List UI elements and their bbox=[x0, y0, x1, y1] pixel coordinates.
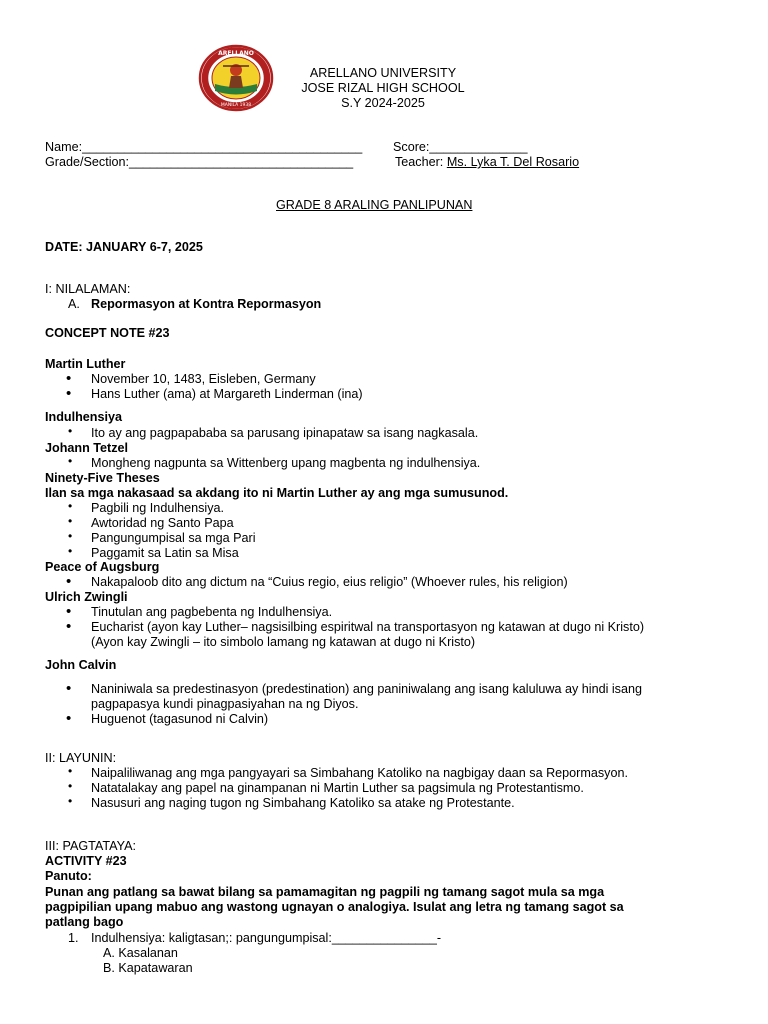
name-label: Name: bbox=[45, 140, 83, 154]
choice-b: B. Kapatawaran bbox=[103, 961, 193, 975]
list-item: Awtoridad ng Santo Papa bbox=[91, 516, 234, 530]
question-text: Indulhensiya: kaligtasan;: pangungumpisal:_______________- bbox=[91, 931, 442, 945]
ninety-five-theses-heading: Ninety-Five Theses bbox=[45, 471, 160, 485]
bullet bbox=[68, 779, 72, 793]
list-item: Ito ay ang pagpapababa sa parusang ipinapataw sa isang nagkasala. bbox=[91, 426, 479, 440]
score-blank: ______________ bbox=[429, 140, 528, 154]
bullet bbox=[66, 573, 71, 590]
list-item-continuation: (Ayon kay Zwingli – ito simbolo lamang ng katawan at dugo ni Kristo) bbox=[91, 635, 476, 649]
peace-of-augsburg-heading: Peace of Augsburg bbox=[45, 560, 160, 574]
bullet bbox=[66, 680, 71, 697]
martin-luther-heading: Martin Luther bbox=[45, 357, 126, 371]
list-item: Tinutulan ang pagbebenta ng Indulhensiya. bbox=[91, 605, 333, 619]
list-item: Pagbili ng Indulhensiya. bbox=[91, 501, 225, 515]
bullet bbox=[68, 424, 72, 438]
list-item: Nasusuri ang naging tugon ng Simbahang Katoliko sa atake ng Protestante. bbox=[91, 796, 515, 810]
ninety-five-theses-subheading: Ilan sa mga nakasaad sa akdang ito ni Martin Luther ay ang mga sumusunod. bbox=[45, 486, 509, 500]
instructions-line: Punan ang patlang sa bawat bilang sa pamamagitan ng pagpili ng tamang sagot mula sa mga bbox=[45, 885, 605, 899]
ulrich-zwingli-heading: Ulrich Zwingli bbox=[45, 590, 128, 604]
john-calvin-heading: John Calvin bbox=[45, 658, 117, 672]
svg-text:MANILA 1938: MANILA 1938 bbox=[220, 103, 252, 108]
instructions-line: pagpipilian upang mabuo ang wastong ugnayan o analogiya. Isulat ang letra ng tamang sagot sa bbox=[45, 900, 624, 914]
university-seal-logo bbox=[198, 44, 274, 112]
school-year: S.Y 2024-2025 bbox=[341, 96, 425, 110]
bullet bbox=[68, 544, 72, 558]
choice-a: A. Kasalanan bbox=[103, 946, 178, 960]
list-item-continuation: pagpapasya kundi pinagpasiyahan na ng Diyos. bbox=[91, 697, 359, 711]
concept-note-heading: CONCEPT NOTE #23 bbox=[45, 326, 170, 340]
name-field bbox=[45, 140, 362, 155]
svg-text:ARELLANO: ARELLANO bbox=[218, 50, 254, 57]
bullet bbox=[66, 710, 71, 727]
bullet bbox=[68, 764, 72, 778]
section-3-heading: III: PAGTATAYA: bbox=[45, 839, 136, 853]
bullet bbox=[66, 618, 71, 635]
grade-section-field bbox=[45, 155, 353, 170]
grade-section-blank: ________________________________ bbox=[129, 155, 354, 169]
list-item: Eucharist (ayon kay Luther– nagsisilbing espiritwal na transportasyon ng katawan at dugo ni Kristo) bbox=[91, 620, 645, 634]
list-item: Mongheng nagpunta sa Wittenberg upang magbenta ng indulhensiya. bbox=[91, 456, 481, 470]
section-2-heading: II: LAYUNIN: bbox=[45, 751, 117, 765]
score-label: Score: bbox=[393, 140, 430, 154]
teacher-field bbox=[395, 155, 579, 170]
score-field bbox=[393, 140, 527, 155]
list-item: Naipaliliwanag ang mga pangyayari sa Simbahang Katoliko na nagbigay daan sa Repormasyon. bbox=[91, 766, 628, 780]
teacher-name: Ms. Lyka T. Del Rosario bbox=[446, 155, 580, 169]
bullet bbox=[68, 514, 72, 528]
bullet bbox=[68, 499, 72, 513]
list-item: Naniniwala sa predestinasyon (predestination) ang paniniwalang ang isang kaluluwa ay hindi isang bbox=[91, 682, 642, 696]
list-item: Hans Luther (ama) at Margareth Linderman (ina) bbox=[91, 387, 363, 401]
section-1-item: Repormasyon at Kontra Repormasyon bbox=[91, 297, 322, 311]
subject-title: GRADE 8 ARALING PANLIPUNAN bbox=[276, 198, 473, 212]
bullet bbox=[68, 794, 72, 808]
panuto-heading: Panuto: bbox=[45, 869, 92, 883]
list-item: Pangungumpisal sa mga Pari bbox=[91, 531, 256, 545]
list-item: November 10, 1483, Eisleben, Germany bbox=[91, 372, 316, 386]
activity-heading: ACTIVITY #23 bbox=[45, 854, 127, 868]
instructions-line: patlang bago bbox=[45, 915, 124, 929]
university-name: ARELLANO UNIVERSITY bbox=[309, 66, 457, 80]
question-number: 1. bbox=[68, 931, 79, 945]
list-item: Nakapaloob dito ang dictum na “Cuius regio, eius religio” (Whoever rules, his religion) bbox=[91, 575, 568, 589]
list-item: Huguenot (tagasunod ni Calvin) bbox=[91, 712, 269, 726]
date-line: DATE: JANUARY 6-7, 2025 bbox=[45, 240, 203, 254]
name-blank: ________________________________________ bbox=[82, 140, 363, 154]
teacher-label: Teacher: bbox=[395, 155, 444, 169]
johann-tetzel-heading: Johann Tetzel bbox=[45, 441, 129, 455]
school-name: JOSE RIZAL HIGH SCHOOL bbox=[301, 81, 465, 95]
list-item: Paggamit sa Latin sa Misa bbox=[91, 546, 239, 560]
bullet bbox=[66, 385, 71, 402]
section-1-marker: A. bbox=[68, 297, 80, 311]
list-item: Natatalakay ang papel na ginampanan ni Martin Luther sa pagsimula ng Protestantismo. bbox=[91, 781, 584, 795]
section-1-heading: I: NILALAMAN: bbox=[45, 282, 131, 296]
bullet bbox=[68, 529, 72, 543]
indulhensiya-heading: Indulhensiya bbox=[45, 410, 122, 424]
bullet bbox=[68, 454, 72, 468]
grade-section-label: Grade/Section: bbox=[45, 155, 130, 169]
